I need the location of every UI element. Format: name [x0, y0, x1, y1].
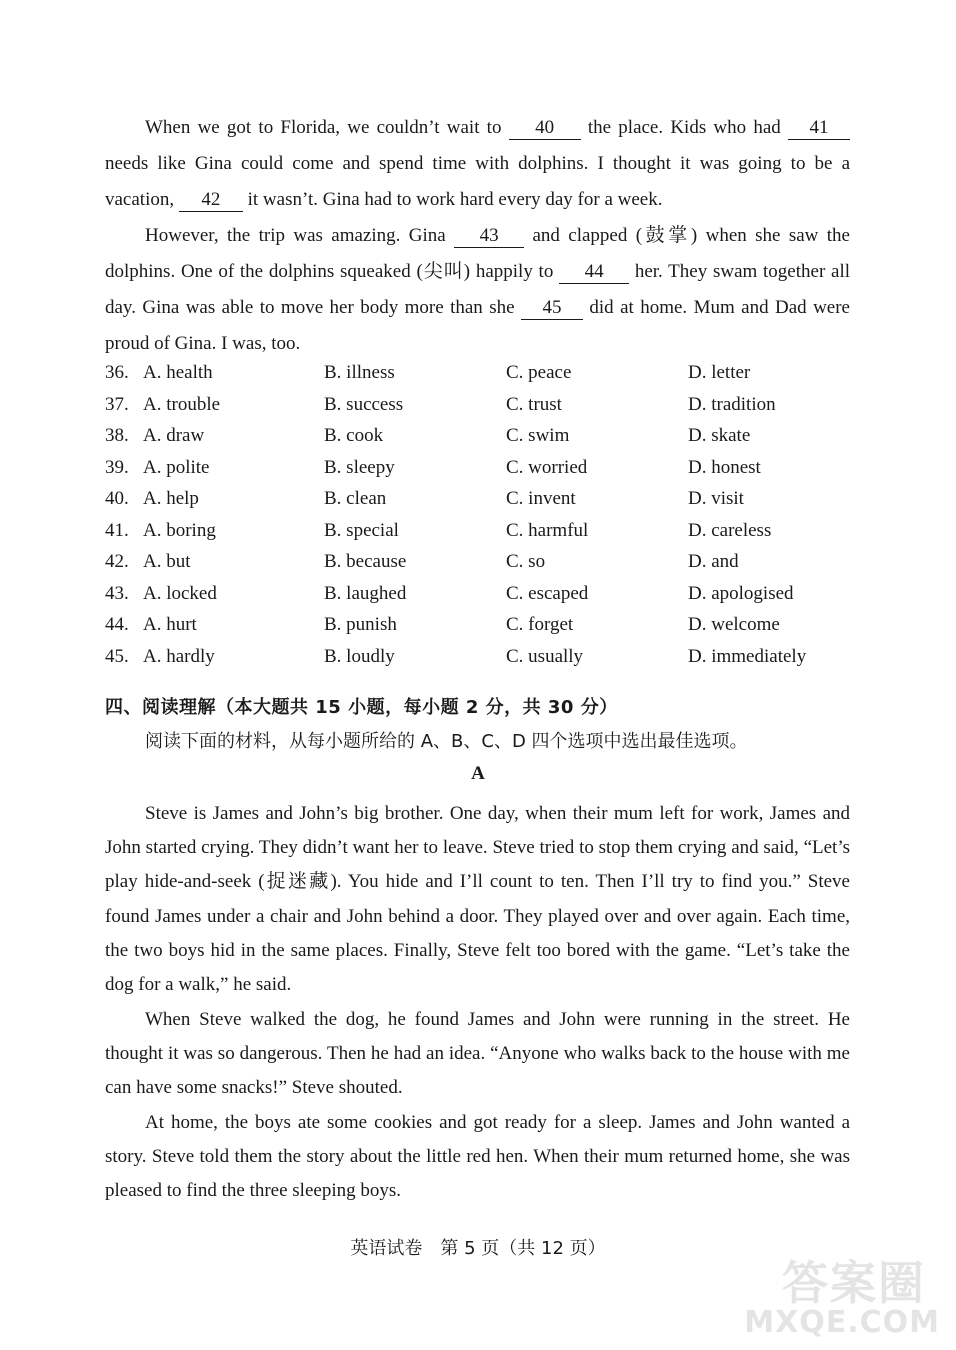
option-c: C. invent: [506, 488, 576, 509]
question-number: 45.: [105, 645, 129, 667]
question-row-45: [105, 646, 865, 678]
option-d: D. welcome: [688, 614, 780, 635]
blank-42: 42: [179, 189, 243, 212]
option-a: A. hurt: [143, 614, 197, 635]
option-b: B. cook: [324, 425, 384, 446]
question-number: 37.: [105, 393, 129, 415]
option-d: D. tradition: [688, 393, 776, 415]
cloze-text: However, the trip was amazing. Gina: [145, 225, 455, 246]
cloze-text: and clapped (鼓掌) when she saw the dolphins. One of the dolphins squeaked (尖叫) happily to: [105, 225, 850, 282]
option-a: A. polite: [143, 456, 210, 478]
option-d: D. honest: [688, 456, 761, 478]
section-instruction: 阅读下面的材料，从每小题所给的 A、B、C、D 四个选项中选出最佳选项。: [145, 731, 748, 752]
question-row-38: [105, 425, 865, 457]
blank-44: 44: [559, 261, 629, 284]
question-row-37: [105, 394, 865, 426]
question-number: 44.: [105, 614, 129, 635]
option-b: B. special: [324, 519, 399, 541]
option-a: A. hardly: [143, 645, 215, 667]
question-row-39: [105, 457, 865, 489]
watermark-sub: MXQE.COM: [744, 1305, 940, 1340]
page-footer: 英语试卷 第 5 页（共 12 页）: [350, 1238, 606, 1259]
blank-45: 45: [521, 297, 583, 320]
passage-paragraph-3: [105, 1106, 850, 1209]
option-c: C. harmful: [506, 519, 589, 541]
option-d: D. letter: [688, 362, 751, 383]
option-a: A. draw: [143, 425, 205, 446]
option-b: B. punish: [324, 614, 397, 635]
option-d: D. careless: [688, 519, 772, 541]
question-number: 42.: [105, 551, 129, 572]
question-number: 43.: [105, 582, 129, 604]
question-row-42: [105, 551, 865, 583]
option-d: D. visit: [688, 488, 744, 509]
options-table: [105, 362, 865, 677]
question-number: 39.: [105, 456, 129, 478]
cloze-text: it wasn’t. Gina had to work hard every day for a week.: [242, 189, 663, 210]
option-a: A. health: [143, 362, 213, 383]
watermark-main: 答案圈: [782, 1256, 926, 1310]
option-b: B. illness: [324, 362, 395, 383]
cloze-text: did at home. Mum and Dad were proud of Gina. I was, too.: [105, 297, 850, 354]
option-a: A. but: [143, 551, 191, 572]
question-number: 36.: [105, 362, 129, 383]
passage-text: Steve is James and John’s big brother. One day, when their mum left for work, James and John started crying. They didn’t want her to leave. Steve tried to stop them crying and said, “Let’s play hide-and-seek (捉迷藏). You hide and I’ll count to ten. Then I’ll try to find you.” Steve found James under a chair and John behind a door. They played over and over again. Each time, the two boys hid in the same places. Finally, Steve felt too bored with the game. “Let’s take the dog for a walk,” he said.: [105, 803, 850, 996]
option-b: B. sleepy: [324, 456, 395, 478]
option-a: A. help: [143, 488, 199, 509]
option-b: B. success: [324, 393, 404, 415]
cloze-text: When we got to Florida, we couldn’t wait to: [145, 117, 509, 138]
option-d: D. and: [688, 551, 739, 572]
option-c: C. escaped: [506, 582, 589, 604]
blank-40: 40: [509, 117, 581, 140]
option-c: C. swim: [506, 425, 570, 446]
option-d: D. immediately: [688, 645, 807, 667]
cloze-paragraph-1: [105, 110, 850, 218]
cloze-text: her. They swam together all day. Gina was able to move her body more than she: [105, 261, 850, 318]
option-b: B. loudly: [324, 645, 395, 667]
option-b: B. laughed: [324, 582, 407, 604]
watermark-logo: [744, 1247, 946, 1342]
question-row-44: [105, 614, 865, 646]
question-row-40: [105, 488, 865, 520]
option-c: C. so: [506, 551, 546, 572]
option-c: C. worried: [506, 456, 588, 478]
option-d: D. apologised: [688, 582, 794, 604]
passage-text: At home, the boys ate some cookies and got ready for a sleep. James and John wanted a story. Steve told them the story about the little red hen. When their mum returned home, she was pleased to find the three sleeping boys.: [105, 1112, 850, 1202]
cloze-text: the place. Kids who had: [580, 117, 788, 138]
blank-41: 41: [788, 117, 850, 140]
passage-paragraph-2: [105, 1003, 850, 1106]
question-number: 40.: [105, 488, 129, 509]
cloze-paragraph-2: [105, 218, 850, 362]
question-row-36: [105, 362, 865, 394]
option-a: A. boring: [143, 519, 216, 541]
question-row-43: [105, 583, 865, 615]
option-c: C. forget: [506, 614, 574, 635]
option-b: B. clean: [324, 488, 387, 509]
option-a: A. locked: [143, 582, 217, 604]
question-number: 41.: [105, 519, 129, 541]
option-d: D. skate: [688, 425, 751, 446]
option-c: C. trust: [506, 393, 562, 415]
option-c: C. peace: [506, 362, 572, 383]
cloze-text: needs like Gina could come and spend time with dolphins. I thought it was going to be a vacation,: [105, 153, 850, 210]
question-number: 38.: [105, 425, 129, 446]
option-c: C. usually: [506, 645, 584, 667]
question-row-41: [105, 520, 865, 552]
option-a: A. trouble: [143, 393, 221, 415]
blank-43: 43: [454, 225, 524, 248]
passage-paragraph-1: [105, 797, 850, 1002]
option-b: B. because: [324, 551, 407, 572]
section-title: 四、阅读理解（本大题共 15 小题，每小题 2 分，共 30 分）: [105, 697, 618, 718]
passage-label: A: [471, 763, 485, 784]
passage-text: When Steve walked the dog, he found James and John were running in the street. He thought it was so dangerous. Then he had an idea. “Anyone who walks back to the house with me can have some snacks!” Steve shouted.: [105, 1009, 850, 1099]
